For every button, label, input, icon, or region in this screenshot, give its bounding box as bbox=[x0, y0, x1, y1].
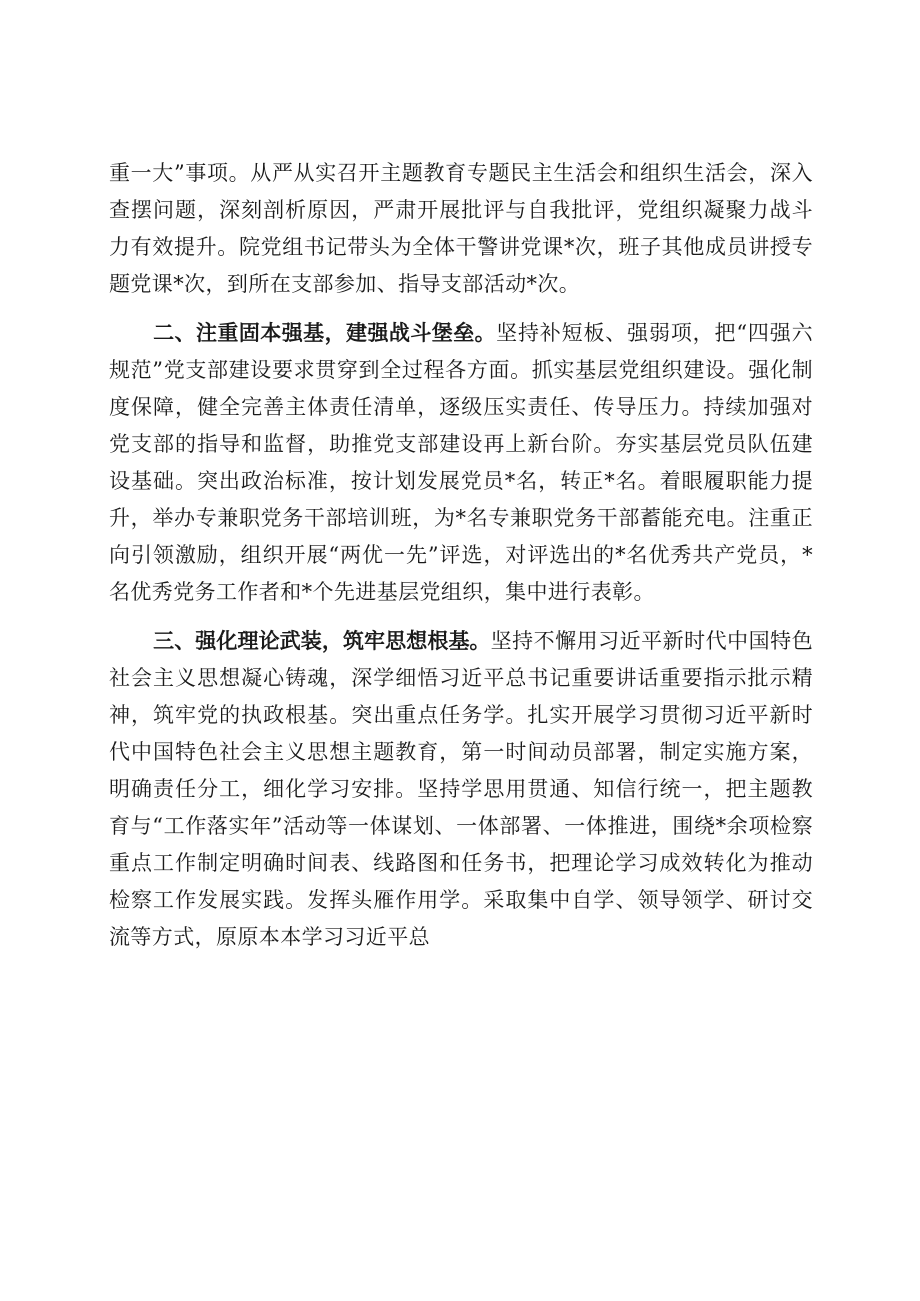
document-body bbox=[109, 155, 813, 956]
paragraph-text: 坚持补短板、强弱项，把“四强六规范”党支部建设要求贯穿到全过程各方面。抓实基层党组织建设。强化制度保障，健全完善主体责任清单，逐级压实责任、传导压力。持续加强对党支部的指导和监督，助推党支部建设再上新台阶。夯实基层党员队伍建设基础。突出政治标准，按计划发展党员*名，转正*名。着眼履职能力提升，举办专兼职党务干部培训班，为*名专兼职党务干部蓄能充电。注重正向引领激励，组织开展“两优一先”评选，对评选出的*名优秀共产党员，*名优秀党务工作者和*个先进基层党组织，集中进行表彰。 bbox=[109, 321, 813, 604]
paragraph-text: 重一大”事项。从严从实召开主题教育专题民主生活会和组织生活会，深入查摆问题，深刻剖析原因，严肃开展批评与自我批评，党组织凝聚力战斗力有效提升。院党组书记带头为全体干警讲党课*次，班子其他成员讲授专题党课*次，到所在支部参加、指导支部活动*次。 bbox=[109, 161, 813, 296]
paragraph-section-three bbox=[109, 623, 813, 956]
paragraph-text: 坚持不懈用习近平新时代中国特色社会主义思想凝心铸魂，深学细悟习近平总书记重要讲话重要指示批示精神，筑牢党的执政根基。突出重点任务学。扎实开展学习贯彻习近平新时代中国特色社会主义思想主题教育，第一时间动员部署，制定实施方案，明确责任分工，细化学习安排。坚持学思用贯通、知信行统一，把主题教育与“工作落实年”活动等一体谋划、一体部署、一体推进，围绕*余项检察重点工作制定明确时间表、线路图和任务书，把理论学习成效转化为推动检察工作发展实践。发挥头雁作用学。采取集中自学、领导领学、研讨交流等方式，原原本本学习习近平总 bbox=[109, 629, 814, 949]
section-heading-three: 三、强化理论武装，筑牢思想根基。 bbox=[153, 629, 491, 653]
paragraph-continuation bbox=[109, 155, 813, 303]
paragraph-section-two bbox=[109, 315, 813, 611]
section-heading-two: 二、注重固本强基，建强战斗堡垒。 bbox=[153, 321, 497, 345]
